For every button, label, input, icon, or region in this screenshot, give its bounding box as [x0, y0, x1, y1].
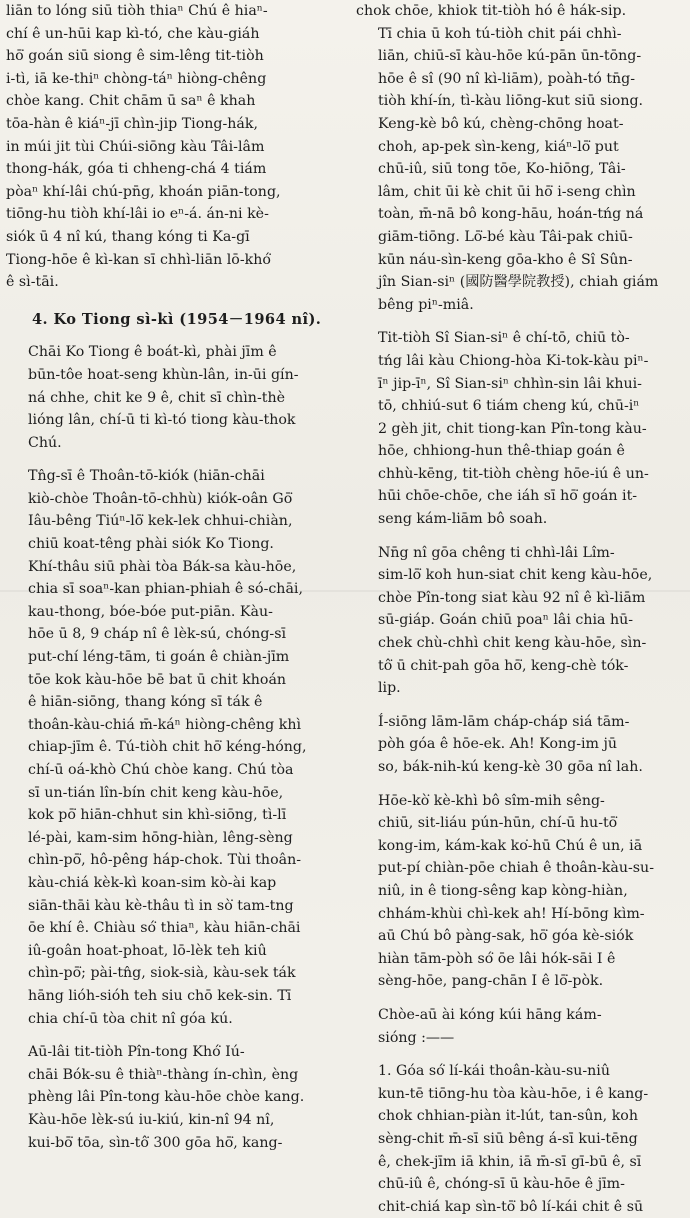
- text-line: tńg lâi kàu Chiong-hòa Ki-tok-kàu piⁿ-: [378, 352, 649, 369]
- text-line: ê sì-tāi.: [6, 274, 59, 291]
- text-line: chhám-khùi chì-kek ah! Hí-bōng kìm-: [378, 905, 645, 922]
- text-line: in múi jit tùi Chúi-siōng kàu Tâi-lâm: [6, 138, 265, 155]
- text-line: jîn Sian-siⁿ (國防醫學院教授), chiah giám: [378, 274, 659, 291]
- text-line: chū-iû ê, chóng-sī ū kàu-hōe ê jīm-: [378, 1176, 625, 1193]
- text-line: choh, ap-pek sìn-keng, kiáⁿ-lō͘ put: [378, 138, 619, 155]
- text-line: kok pō͘ hiān-chhut sin khì-siōng, tì-lī: [28, 807, 287, 824]
- text-line: 2 gèh jit, chit tiong-kan Pîn-tong kàu-: [378, 420, 647, 437]
- text-line: chí-ū oá-khò Chú chòe kang. Chú tòa: [28, 762, 294, 778]
- text-line: kau-thong, bóe-bóe put-piān. Kàu-: [28, 603, 273, 620]
- text-line: siān-thāi kàu kè-thâu tì in sò͘ tam-tng: [28, 897, 294, 914]
- text-line: chiū koat-têng phài siók Ko Tiong.: [28, 536, 274, 553]
- paragraph: [356, 711, 686, 779]
- text-line: chia chí-ū tòa chit nî góa kú.: [28, 1010, 233, 1027]
- text-line: toàn, m̄-nā bô kong-hāu, hoán-tńg ná: [378, 206, 644, 223]
- text-line: sī un-tián lîn-bín chit keng kàu-hōe,: [28, 784, 284, 801]
- text-line: phèng lâi Pîn-tong kàu-hōe chòe kang.: [28, 1089, 305, 1106]
- text-line: liān, chiū-sī kàu-hōe kú-pān ūn-tōng-: [378, 48, 642, 65]
- text-line: Tī chia ū koh tú-tiòh chit pái chhì-: [378, 25, 622, 42]
- text-line: hōe ê sî (90 nî kì-liām), poàh-tó tn̄g-: [378, 70, 636, 87]
- text-line: thoân-kàu-chiá m̄-káⁿ hiòng-chêng khì: [28, 716, 302, 733]
- text-line: chiū, sit-liáu pún-hūn, chí-ū hu-tō͘: [378, 815, 618, 832]
- text-line: sèng-chit m̄-sī siū bêng á-sī kui-tēng: [378, 1130, 638, 1147]
- text-line: chí ê un-hūi kap kì-tó, che kàu-giáh: [6, 25, 260, 42]
- paragraph: [356, 1004, 686, 1049]
- text-line: sióng :——: [378, 1029, 455, 1046]
- text-line: aū Chú bô pàng-sak, hō͘ góa kè-siók: [378, 928, 634, 945]
- text-line: pòh góa ê hōe-ek. Ah! Kong-im jū: [378, 736, 618, 753]
- text-line: kui-bō͘ tōa, sìn-tô͘ 300 gōa hō͘, kang-: [28, 1134, 283, 1151]
- text-line: kun-tē tiōng-hu tòa kàu-hōe, i ê kang-: [378, 1085, 649, 1102]
- text-line: kūn náu-sìn-keng gōa-kho ê Sî Sûn-: [378, 251, 633, 268]
- text-line: Hōe-kò͘ kè-khì bô sîm-mih sêng-: [378, 792, 605, 809]
- text-line: ōe khí ê. Chiàu só͘ thiaⁿ, kàu hiān-chāi: [28, 920, 301, 937]
- text-line: chìn-pō͘, hô-pêng háp-chok. Tùi thoân-: [28, 852, 302, 869]
- section-heading: 4. Ko Tiong sì-kì (1954－1964 nî).: [32, 310, 322, 328]
- text-line: kiò-chòe Thoân-tō-chhù) kiók-oân Gō͘: [28, 490, 293, 507]
- text-line: Keng-kè bô kú, chèng-chōng hoat-: [378, 115, 624, 132]
- text-line: kong-im, kám-kak ko͘-hū Chú ê un, iā: [378, 837, 643, 854]
- text-line: chok chōe, khiok tit-tiòh hó ê hák-sip.: [356, 3, 627, 19]
- text-line: sim-lō͘ koh hun-siat chit keng kàu-hōe,: [378, 567, 653, 584]
- paragraph: [356, 542, 686, 700]
- text-line: tōa-hàn ê kiáⁿ-jī chìn-jip Tiong-hák,: [6, 115, 258, 132]
- text-line: Í-siōng lām-lām cháp-cháp siá tām-: [378, 713, 630, 730]
- text-line: tōe kok kàu-hōe bē bat ū chit khoán: [28, 671, 287, 688]
- right-column: [356, 0, 686, 1215]
- text-line: hōe, chhiong-hun thê-thiap goán ê: [378, 443, 625, 460]
- text-line: hōe ū 8, 9 cháp nî ê lèk-sú, chóng-sī: [28, 626, 287, 643]
- paragraph: [6, 465, 346, 1030]
- text-line: pòaⁿ khí-lâi chú-pn̄g, khoán piān-tong,: [6, 183, 281, 200]
- text-line: chìn-pō͘; pài-tn̂g, siok-sià, kàu-sek ták: [28, 965, 296, 982]
- text-line: thong-hák, góa ti chheng-chá 4 tiám: [6, 161, 267, 178]
- text-line: chhù-kēng, tit-tiòh chèng hōe-iú ê un-: [378, 465, 649, 482]
- text-line: 1. Góa só͘ lí-kái thoân-kàu-su-niû: [378, 1063, 610, 1080]
- text-line: tiòh khí-ín, tì-kàu liōng-kut siū siong.: [378, 93, 644, 110]
- text-line: Khí-thâu siū phài tòa Bák-sa kàu-hōe,: [28, 558, 297, 575]
- paragraph: [6, 341, 346, 454]
- paragraph: [356, 1060, 686, 1218]
- text-line: sū-giáp. Goán chiū poaⁿ lâi chia hū-: [378, 612, 634, 629]
- text-line: giām-tiōng. Lō͘-bé kàu Tâi-pak chiū-: [378, 228, 633, 245]
- paragraph: [6, 0, 346, 294]
- text-line: ná chhe, chit ke 9 ê, chit sī chìn-thè: [28, 389, 285, 406]
- text-line: chòe Pîn-tong siat kàu 92 nî ê kì-liām: [378, 589, 646, 606]
- text-line: lip.: [378, 680, 401, 697]
- paragraph: [356, 23, 686, 317]
- text-line: chok chhian-piàn it-lút, tan-sûn, koh: [378, 1108, 638, 1125]
- text-line: i-tì, iā ke-thiⁿ chòng-táⁿ hiòng-chêng: [6, 70, 267, 87]
- text-line: Iâu-bêng Tiúⁿ-lō͘ kek-lek chhui-chiàn,: [28, 513, 293, 530]
- text-line: put-pí chiàn-pōe chiah ê thoân-kàu-su-: [378, 860, 654, 877]
- text-line: lé-pài, kam-sim hōng-hiàn, lêng-sèng: [28, 829, 293, 846]
- text-line: Tiong-hōe ê kì-kan sī chhì-liān lō-khó͘: [6, 251, 271, 268]
- text-line: Nn̄g nî gōa chêng ti chhì-lâi Lîm-: [378, 544, 615, 561]
- text-line: sèng-hōe, pang-chān I ê lō͘-pòk.: [378, 973, 604, 990]
- text-line: tō, chhiú-sut 6 tiám cheng kú, chū-iⁿ: [378, 398, 640, 415]
- text-line: hāng lióh-sióh teh siu chō kek-sin. Tī: [28, 987, 292, 1004]
- text-line: lâm, chit ūi kè chit ūi hō͘ i-seng chìn: [378, 183, 636, 200]
- text-line: bêng piⁿ-miâ.: [378, 296, 474, 313]
- paragraph: [356, 327, 686, 530]
- text-line: kàu-chiá kèk-kì koan-sim kò-ài kap: [28, 874, 277, 891]
- text-line: so, bák-nih-kú keng-kè 30 gōa nî lah.: [378, 759, 643, 775]
- text-line: Aū-lâi tit-tiòh Pîn-tong Khó͘ Iú-: [28, 1044, 245, 1061]
- text-line: chit-chiá kap sìn-tō͘ bô lí-kái chit ê sū: [378, 1198, 644, 1215]
- text-line: Chāi Ko Tiong ê boát-kì, phài jīm ê: [28, 344, 277, 361]
- text-line: siók ū 4 nî kú, thang kóng ti Ka-gī: [6, 228, 250, 245]
- text-line: chòe kang. Chit chām ū saⁿ ê khah: [6, 93, 256, 110]
- text-line: chū-iû, siū tong tōe, Ko-hiōng, Tâi-: [378, 161, 626, 178]
- text-line: chāi Bók-su ê thiàⁿ-thàng ín-chìn, èng: [28, 1066, 299, 1083]
- text-line: tiōng-hu tiòh khí-lâi io eⁿ-á. án-ni kè-: [6, 206, 269, 223]
- text-line: tô͘ ū chit-pah gōa hō͘, keng-chè tók-: [378, 657, 629, 674]
- text-line: put-chí léng-tām, ti goán ê chiàn-jīm: [28, 649, 290, 666]
- text-line: būn-tôe hoat-seng khùn-lân, in-ūi gín-: [28, 366, 299, 383]
- text-line: ê, chek-jīm iā khin, iā m̄-sī gī-bū ê, sī: [378, 1153, 642, 1170]
- text-line: hūi chōe-chōe, che iáh sī hō͘ goán it-: [378, 488, 638, 505]
- paragraph: [356, 0, 686, 23]
- text-line: Kàu-hōe lèk-sú iu-kiú, kin-nî 94 nî,: [28, 1111, 275, 1128]
- paragraph: [356, 790, 686, 993]
- text-line: Chòe-aū ài kóng kúi hāng kám-: [378, 1006, 602, 1023]
- text-line: chiap-jīm ê. Tú-tiòh chit hō͘ kéng-hóng,: [28, 739, 307, 756]
- text-line: Tn̂g-sī ê Thoân-tō-kiók (hiān-chāi: [28, 468, 265, 485]
- text-line: lióng lân, chí-ū ti kì-tó tiong kàu-thok: [28, 412, 296, 429]
- text-line: īⁿ jip-īⁿ, Sî Sian-siⁿ chhìn-sin lâi khui-: [378, 375, 642, 392]
- text-line: ê hiān-siōng, thang kóng sī ták ê: [28, 694, 263, 711]
- text-line: liān to lóng siū tiòh thiaⁿ Chú ê hiaⁿ-: [6, 3, 268, 19]
- text-line: chia sī soaⁿ-kan phian-phiah ê só-chāi,: [28, 581, 303, 598]
- paragraph: [6, 1041, 346, 1154]
- text-line: hō͘ goán siū siong ê sim-lêng tit-tiòh: [6, 48, 264, 65]
- text-line: seng kám-liām bô soah.: [378, 511, 548, 528]
- text-line: niû, in ê tiong-sêng kap kòng-hiàn,: [378, 882, 628, 899]
- text-line: iû-goân hoat-phoat, lō-lèk teh kiû: [28, 942, 267, 959]
- text-line: Chú.: [28, 434, 62, 451]
- text-line: hiàn tām-pòh só͘ ōe lâi hók-sāi I ê: [378, 950, 616, 967]
- text-line: Tit-tiòh Sî Sian-siⁿ ê chí-tō, chiū tò-: [378, 330, 630, 347]
- left-column: [6, 0, 346, 1151]
- text-line: chek chù-chhì chit keng kàu-hōe, sìn-: [378, 635, 647, 652]
